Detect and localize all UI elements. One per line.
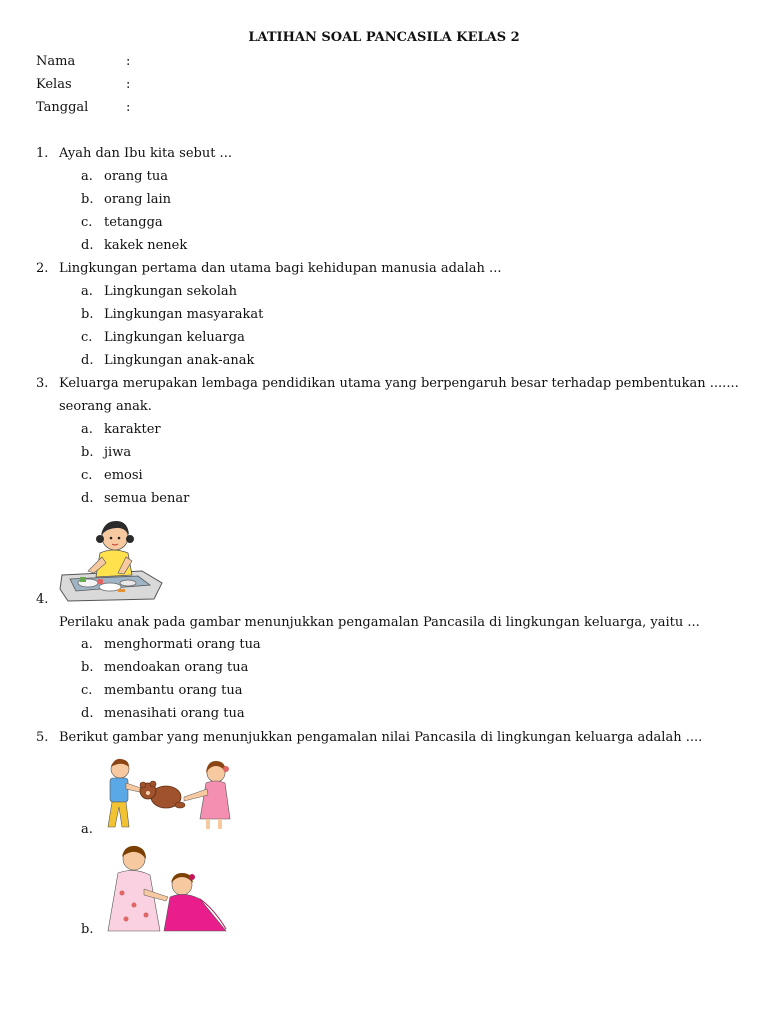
q2-option-a-letter: a.: [81, 284, 93, 299]
q3-option-c: emosi: [104, 468, 143, 483]
q3-option-b-letter: b.: [81, 445, 94, 460]
q3-option-c-letter: c.: [81, 468, 93, 483]
q1-option-b-letter: b.: [81, 192, 94, 207]
q1-option-d-letter: d.: [81, 238, 94, 253]
girl-washing-dishes-illustration: [58, 513, 166, 603]
date-colon: :: [126, 100, 131, 115]
q1-option-c-letter: c.: [81, 215, 93, 230]
q1-option-b: orang lain: [104, 192, 172, 207]
q3-option-a: karakter: [104, 422, 161, 437]
name-label: Nama: [36, 54, 76, 69]
q2-option-d: Lingkungan anak-anak: [104, 353, 255, 368]
question-3-text-line2: seorang anak.: [59, 399, 152, 414]
question-1-text: Ayah dan Ibu kita sebut ...: [59, 146, 232, 161]
q2-option-a: Lingkungan sekolah: [104, 284, 238, 299]
question-1-number: 1.: [36, 146, 49, 161]
question-2-text: Lingkungan pertama dan utama bagi kehidupan manusia adalah ...: [59, 261, 502, 276]
q3-option-d: semua benar: [104, 491, 190, 506]
q1-option-a-letter: a.: [81, 169, 93, 184]
children-fighting-over-teddy-bear-illustration: [104, 755, 234, 833]
q4-option-d-letter: d.: [81, 706, 94, 721]
q3-option-b: jiwa: [104, 445, 132, 460]
name-colon: :: [126, 54, 131, 69]
q4-option-c: membantu orang tua: [104, 683, 243, 698]
q4-option-d: menasihati orang tua: [104, 706, 245, 721]
question-3-text-line1: Keluarga merupakan lembaga pendidikan utama yang berpengaruh besar terhadap pembentukan .......: [59, 376, 739, 391]
mother-comforting-child-illustration: [104, 843, 230, 935]
q4-option-a-letter: a.: [81, 637, 93, 652]
question-3-number: 3.: [36, 376, 49, 391]
q2-option-b: Lingkungan masyarakat: [104, 307, 264, 322]
q2-option-c-letter: c.: [81, 330, 93, 345]
q3-option-d-letter: d.: [81, 491, 94, 506]
q4-option-c-letter: c.: [81, 683, 93, 698]
q1-option-a: orang tua: [104, 169, 168, 184]
q2-option-d-letter: d.: [81, 353, 94, 368]
question-5-number: 5.: [36, 730, 49, 745]
q4-option-a: menghormati orang tua: [104, 637, 261, 652]
question-2-number: 2.: [36, 261, 49, 276]
q2-option-c: Lingkungan keluarga: [104, 330, 245, 345]
class-colon: :: [126, 77, 131, 92]
q5-option-a-letter: a.: [81, 822, 93, 837]
q4-option-b: mendoakan orang tua: [104, 660, 249, 675]
class-label: Kelas: [36, 77, 72, 92]
question-4-number: 4.: [36, 592, 49, 607]
question-5-text: Berikut gambar yang menunjukkan pengamalan nilai Pancasila di lingkungan keluarga adalah ....: [59, 730, 703, 745]
q3-option-a-letter: a.: [81, 422, 93, 437]
q2-option-b-letter: b.: [81, 307, 94, 322]
worksheet-title: LATIHAN SOAL PANCASILA KELAS 2: [248, 30, 520, 45]
q5-option-b-letter: b.: [81, 922, 94, 937]
q1-option-c: tetangga: [104, 215, 163, 230]
q4-option-b-letter: b.: [81, 660, 94, 675]
date-label: Tanggal: [36, 100, 89, 115]
question-4-text: Perilaku anak pada gambar menunjukkan pengamalan Pancasila di lingkungan keluarga, yaitu ...: [59, 615, 700, 630]
q1-option-d: kakek nenek: [104, 238, 188, 253]
